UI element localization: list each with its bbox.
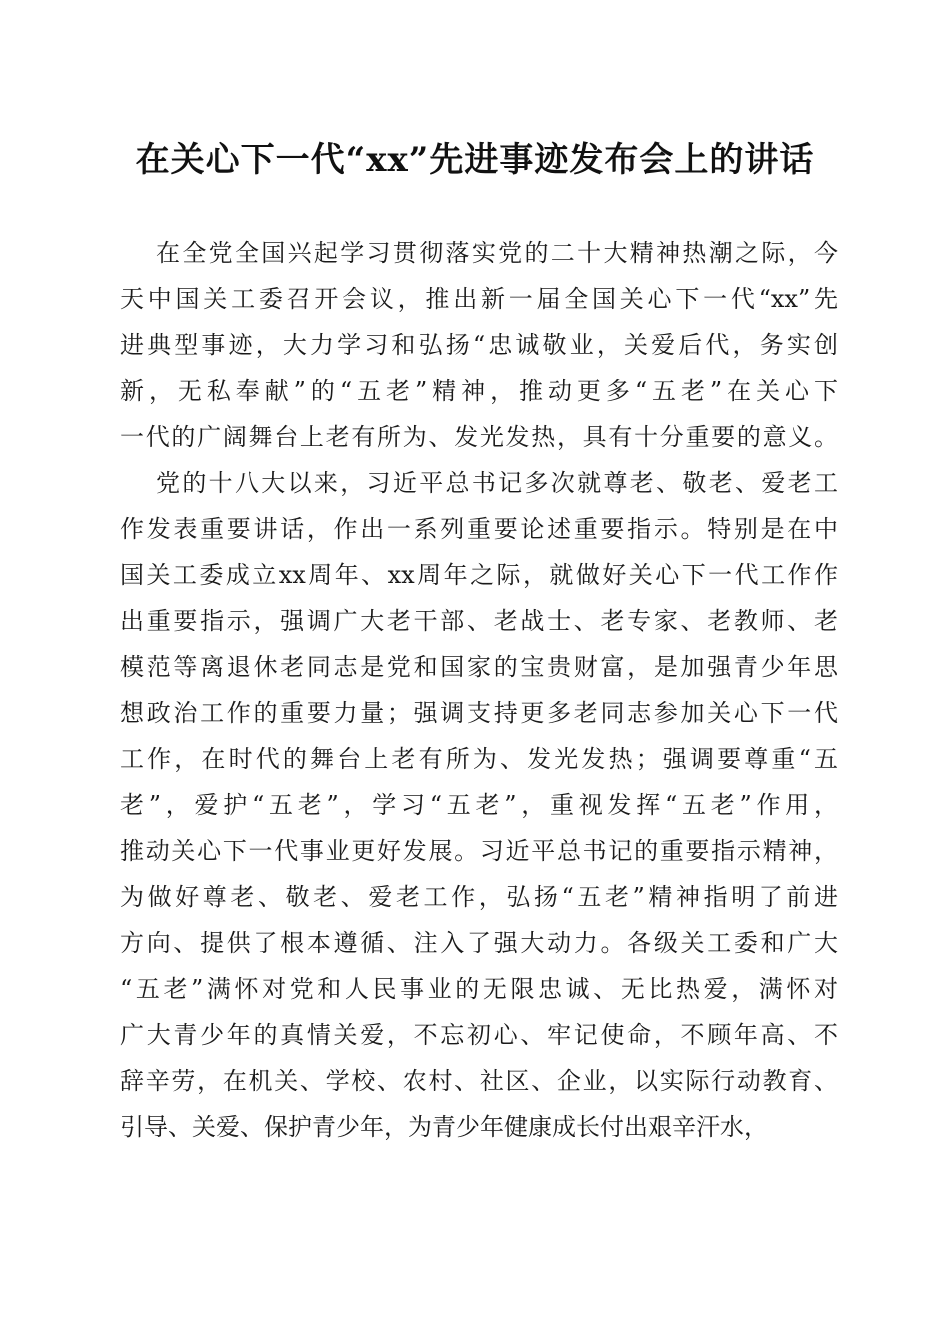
text-line: 想政治工作的重要力量；强调支持更多老同志参加关心下一代	[120, 699, 838, 727]
text-line: 党的十八大以来，习近平总书记多次就尊老、敬老、爱老工	[156, 469, 838, 497]
text-line: “五老”满怀对党和人民事业的无限忠诚、无比热爱，满怀对	[120, 975, 838, 1003]
text-line: 广大青少年的真情关爱，不忘初心、牢记使命，不顾年高、不	[120, 1021, 838, 1049]
paragraph-1	[120, 230, 838, 460]
text-line: 新，无私奉献”的“五老”精神，推动更多“五老”在关心下	[120, 377, 838, 405]
document-body	[120, 230, 838, 1150]
text-line: 天中国关工委召开会议，推出新一届全国关心下一代“xx”先	[120, 285, 838, 313]
text-line: 国关工委成立xx周年、xx周年之际，就做好关心下一代工作作	[120, 561, 838, 589]
text-line: 模范等离退休老同志是党和国家的宝贵财富，是加强青少年思	[120, 653, 838, 681]
page-title: 在关心下一代“xx”先进事迹发布会上的讲话	[135, 140, 815, 180]
text-line: 一代的广阔舞台上老有所为、发光发热，具有十分重要的意义。	[120, 423, 838, 451]
text-line: 引导、关爱、保护青少年，为青少年健康成长付出艰辛汗水，	[120, 1113, 768, 1141]
text-line: 进典型事迹，大力学习和弘扬“忠诚敬业，关爱后代，务实创	[120, 331, 838, 359]
text-line: 出重要指示，强调广大老干部、老战士、老专家、老教师、老	[120, 607, 838, 635]
text-line: 推动关心下一代事业更好发展。习近平总书记的重要指示精神，	[120, 837, 838, 865]
text-line: 工作，在时代的舞台上老有所为、发光发热；强调要尊重“五	[120, 745, 838, 773]
text-line: 为做好尊老、敬老、爱老工作，弘扬“五老”精神指明了前进	[120, 883, 838, 911]
text-line: 方向、提供了根本遵循、注入了强大动力。各级关工委和广大	[120, 929, 838, 957]
paragraph-2	[120, 460, 838, 1150]
text-line: 辞辛劳，在机关、学校、农村、社区、企业，以实际行动教育、	[120, 1067, 838, 1095]
text-line: 老”，爱护“五老”，学习“五老”，重视发挥“五老”作用，	[120, 791, 838, 819]
text-line: 在全党全国兴起学习贯彻落实党的二十大精神热潮之际，今	[156, 239, 838, 267]
text-line: 作发表重要讲话，作出一系列重要论述重要指示。特别是在中	[120, 515, 838, 543]
